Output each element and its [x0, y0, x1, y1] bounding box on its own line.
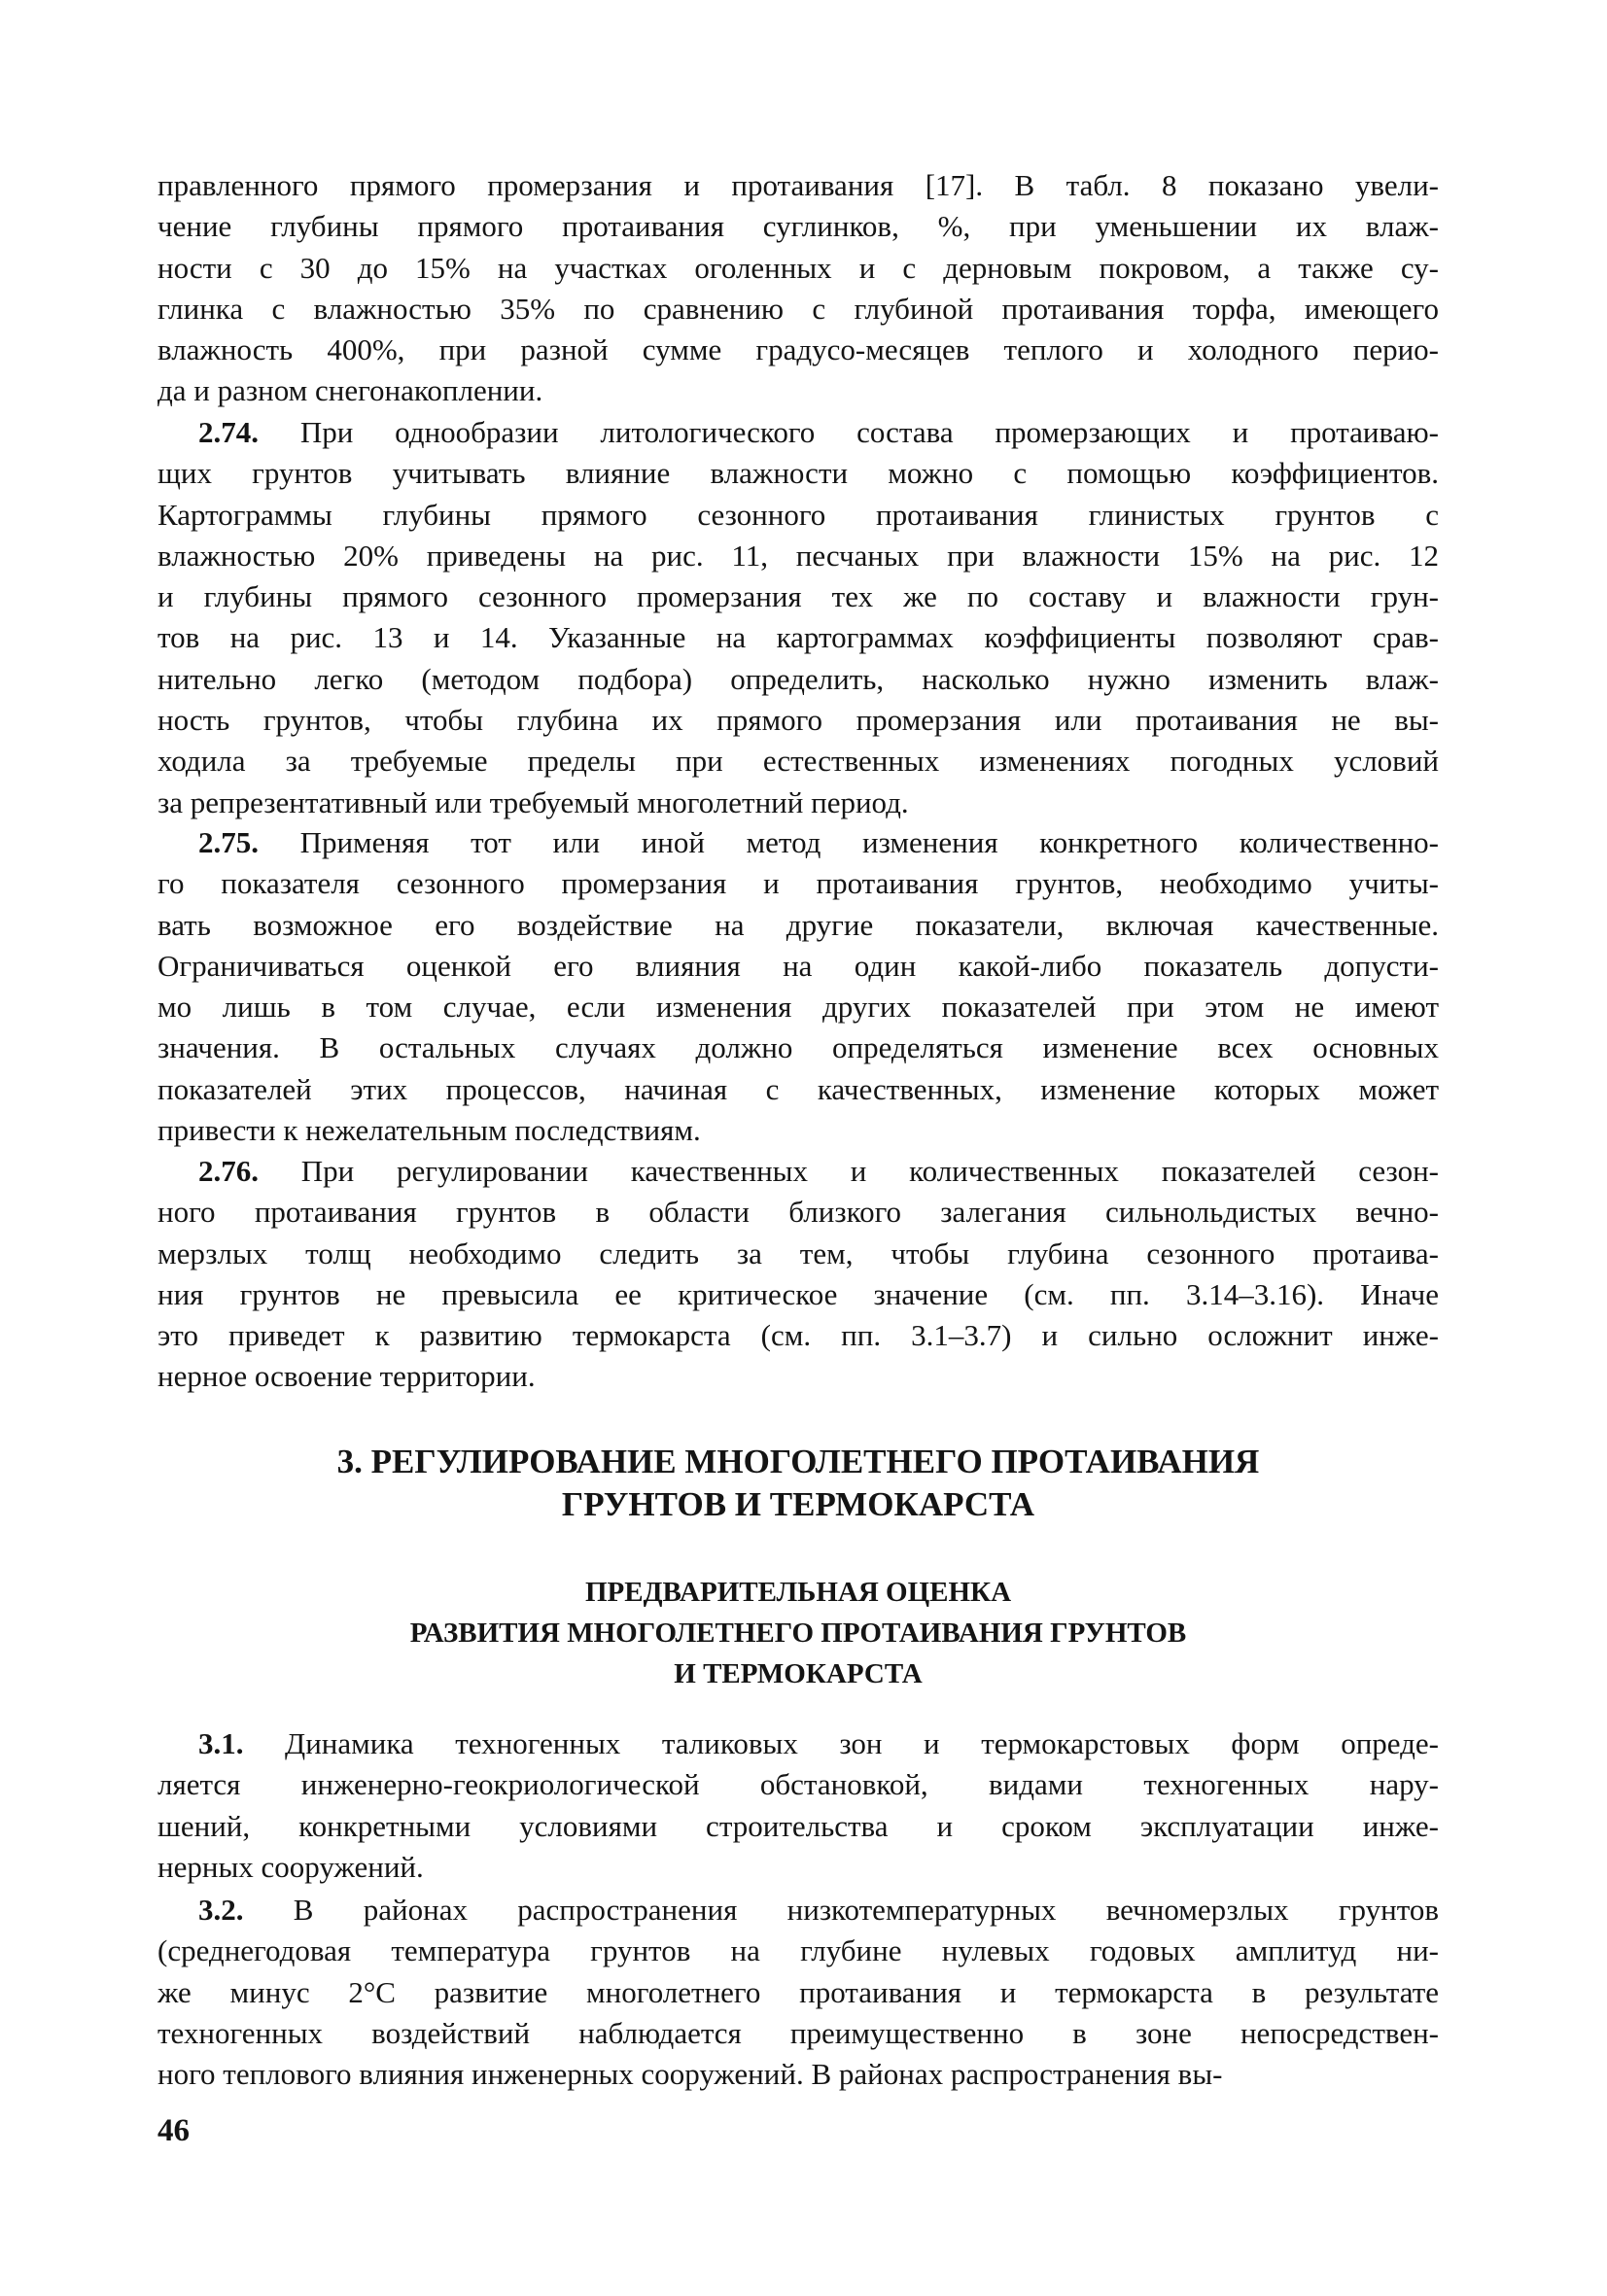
paragraph-number: 3.1. — [198, 1726, 244, 1760]
paragraph-text: В районах распространения низкотемпературных вечномерзлых грунтов — [243, 1893, 1439, 1927]
text-line: правленного прямого промерзания и протаивания [17]. В табл. 8 показано увели- — [157, 168, 1439, 202]
paragraph-number: 2.74. — [198, 415, 259, 449]
text-line: чение глубины прямого протаивания суглинков, %, при уменьшении их влаж- — [157, 209, 1439, 244]
text-line: Картограммы глубины прямого сезонного протаивания глинистых грунтов с — [157, 497, 1439, 532]
text-line — [157, 1890, 1439, 1931]
text-line: тов на рис. 13 и 14. Указанные на картограммах коэффициенты позволяют срав- — [157, 620, 1439, 655]
chapter-heading-line: ГРУНТОВ И ТЕРМОКАРСТА — [561, 1485, 1035, 1523]
text-line: ходила за требуемые пределы при естественных изменениях погодных условий — [157, 744, 1439, 779]
text-line: глинка с влажностью 35% по сравнению с глубиной протаивания торфа, имеющего — [157, 291, 1439, 326]
text-line: привести к нежелательным последствиям. — [157, 1113, 701, 1148]
text-line: (среднегодовая температура грунтов на глубине нулевых годовых амплитуд ни- — [157, 1933, 1439, 1968]
chapter-heading-line: 3. РЕГУЛИРОВАНИЕ МНОГОЛЕТНЕГО ПРОТАИВАНИЯ — [336, 1443, 1260, 1480]
text-line: и глубины прямого сезонного промерзания тех же по составу и влажности грун- — [157, 579, 1439, 614]
text-line: вать возможное его воздействие на другие показатели, включая качественные. — [157, 907, 1439, 942]
section-heading-line: И ТЕРМОКАРСТА — [674, 1658, 923, 1689]
text-line: влажностью 20% приведены на рис. 11, песчаных при влажности 15% на рис. 12 — [157, 538, 1439, 573]
text-line: техногенных воздействий наблюдается преимущественно в зоне непосредствен- — [157, 2015, 1439, 2050]
page-number: 46 — [157, 2113, 190, 2148]
section-heading-line: РАЗВИТИЯ МНОГОЛЕТНЕГО ПРОТАИВАНИЯ ГРУНТОВ — [409, 1618, 1187, 1649]
text-line: ного протаивания грунтов в области близкого залегания сильнольдистых вечно- — [157, 1195, 1439, 1230]
text-line: нительно легко (методом подбора) определить, насколько нужно изменить влаж- — [157, 661, 1439, 696]
text-line — [157, 1151, 1439, 1192]
paragraph-2-74 — [157, 412, 1439, 823]
text-line: Ограничиваться оценкой его влияния на один какой-либо показатель допусти- — [157, 948, 1439, 983]
text-line: ния грунтов не превысила ее критическое значение (см. пп. 3.14–3.16). Иначе — [157, 1276, 1439, 1311]
text-line: же минус 2°С развитие многолетнего протаивания и термокарста в результате — [157, 1974, 1439, 2009]
text-line: ного теплового влияния инженерных сооружений. В районах распространения вы- — [157, 2057, 1223, 2092]
paragraph-text: При регулировании качественных и количественных показателей сезон- — [259, 1154, 1439, 1188]
text-line — [157, 822, 1439, 863]
chapter-heading — [157, 1441, 1439, 1526]
text-line: шений, конкретными условиями строительства и сроком эксплуатации инже- — [157, 1808, 1439, 1843]
text-line: ность грунтов, чтобы глубина их прямого промерзания или протаивания не вы- — [157, 703, 1439, 738]
text-line: нерное освоение территории. — [157, 1359, 536, 1394]
text-line: это приведет к развитию термокарста (см. пп. 3.1–3.7) и сильно осложнит инже- — [157, 1318, 1439, 1353]
text-line: ности с 30 до 15% на участках оголенных и с дерновым покровом, а также су- — [157, 250, 1439, 285]
text-line: ляется инженерно-геокриологической обстановкой, видами техногенных нару- — [157, 1767, 1439, 1802]
paragraph-text: При однообразии литологического состава промерзающих и протаиваю- — [259, 415, 1439, 449]
paragraph-3-2 — [157, 1890, 1439, 2095]
paragraph-3-1 — [157, 1723, 1439, 1888]
paragraph-2-75 — [157, 822, 1439, 1151]
text-line: нерных сооружений. — [157, 1849, 424, 1884]
paragraph-number: 3.2. — [198, 1893, 244, 1927]
section-heading — [157, 1572, 1439, 1694]
text-line: влажность 400%, при разной сумме градусо-месяцев теплого и холодного перио- — [157, 332, 1439, 367]
paragraph-number: 2.75. — [198, 825, 259, 859]
text-line: показателей этих процессов, начиная с качественных, изменение которых может — [157, 1071, 1439, 1106]
paragraph-number: 2.76. — [198, 1154, 259, 1188]
text-line: значения. В остальных случаях должно определяться изменение всех основных — [157, 1030, 1439, 1065]
text-line — [157, 1723, 1439, 1764]
text-line: да и разном снегонакоплении. — [157, 373, 543, 408]
text-line: мерзлых толщ необходимо следить за тем, чтобы глубина сезонного протаива- — [157, 1235, 1439, 1270]
text-line: мо лишь в том случае, если изменения других показателей при этом не имеют — [157, 990, 1439, 1025]
text-line — [157, 412, 1439, 453]
paragraph-continuation — [157, 165, 1439, 412]
paragraph-2-76 — [157, 1151, 1439, 1398]
section-heading-line: ПРЕДВАРИТЕЛЬНАЯ ОЦЕНКА — [584, 1577, 1012, 1608]
text-line: щих грунтов учитывать влияние влажности можно с помощью коэффициентов. — [157, 456, 1439, 491]
text-line: го показателя сезонного промерзания и протаивания грунтов, необходимо учиты- — [157, 866, 1439, 901]
text-line: за репрезентативный или требуемый многолетний период. — [157, 784, 909, 819]
paragraph-text: Динамика техногенных таликовых зон и термокарстовых форм опреде- — [243, 1726, 1439, 1760]
paragraph-text: Применяя тот или иной метод изменения конкретного количественно- — [259, 825, 1439, 859]
